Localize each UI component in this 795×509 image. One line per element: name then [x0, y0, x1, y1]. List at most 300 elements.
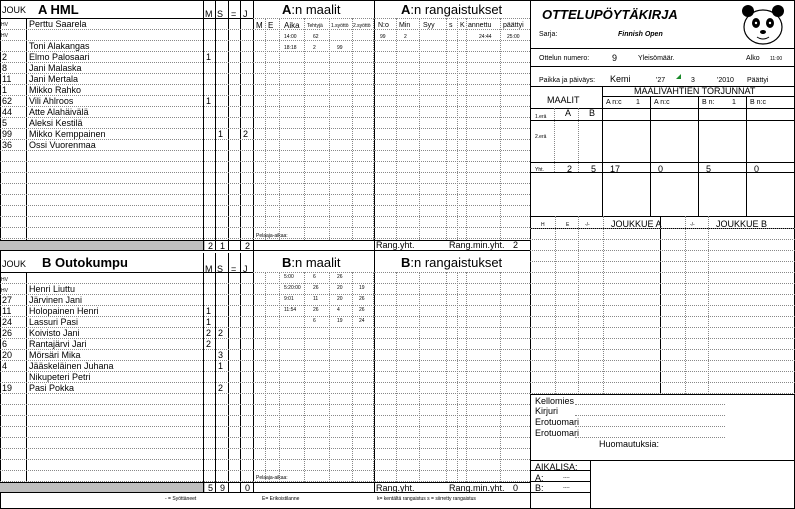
grid-hline — [374, 73, 530, 74]
grid-hline — [253, 139, 374, 140]
grid-hline — [374, 238, 530, 239]
team-b-player-number: 4 — [2, 361, 8, 371]
team-a-player-number: 1 — [2, 85, 8, 95]
grid-hline — [374, 227, 530, 228]
team-a-col-s: S — [217, 9, 224, 19]
grid-vline — [265, 272, 266, 482]
grid-hline — [0, 415, 253, 416]
mv-header-3: B n: — [702, 99, 715, 106]
grid-hline — [0, 437, 253, 438]
grid-hline — [253, 183, 374, 184]
grid-hline — [253, 327, 374, 328]
grid-vline — [698, 96, 699, 216]
grid-hline — [374, 272, 530, 273]
team-a-pen-annettu: 24:44 — [479, 34, 492, 40]
vaihto-e-a: E — [566, 222, 570, 228]
team-a-total-m: 2 — [208, 241, 214, 251]
grid-hline — [374, 305, 530, 306]
team-a-goal-time: 14:00 — [284, 34, 297, 40]
team-a-pen-min: 2 — [404, 34, 407, 40]
team-a-goal-time: 18:18 — [284, 45, 297, 51]
grid-hline — [0, 227, 253, 228]
team-a-player-number: 62 — [2, 96, 13, 106]
footer-legend-1: - = Syöttäneet — [165, 496, 197, 502]
grid-hline — [253, 227, 374, 228]
team-a-player-j: 2 — [243, 129, 249, 139]
grid-hline — [253, 95, 374, 96]
grid-vline — [228, 253, 229, 493]
pen-header-paattyi: päättyi — [503, 22, 524, 29]
team-b-player-number: 27 — [2, 295, 13, 305]
grid-vline — [0, 0, 1, 509]
vaihto-arrow-a: -/- — [585, 222, 590, 228]
grid-hline — [530, 261, 795, 262]
pen-header-syy: Syy — [423, 22, 435, 29]
grid-hline — [374, 338, 530, 339]
grid-hline — [374, 448, 530, 449]
grid-hline — [575, 415, 725, 416]
era-1: 1.erä — [535, 114, 547, 120]
grid-hline — [253, 272, 374, 273]
torj-yht-3: 5 — [706, 164, 712, 174]
grid-vline — [446, 272, 447, 482]
grid-vline — [602, 86, 603, 216]
team-b-player-number: 19 — [2, 383, 13, 393]
grid-hline — [253, 194, 374, 195]
grid-vline — [304, 272, 305, 482]
grid-hline — [253, 117, 374, 118]
grid-hline — [374, 349, 530, 350]
grid-vline — [578, 108, 579, 172]
grid-hline — [0, 205, 253, 206]
team-b-rang-yht: Rang.yht. — [376, 483, 415, 493]
grid-hline — [253, 40, 374, 41]
grid-hline — [0, 238, 253, 239]
team-b-goal-scorer: 6 — [313, 274, 316, 280]
maalit-a-yht: 2 — [567, 164, 573, 174]
grid-hline — [374, 161, 530, 162]
kellomies-label: Kellomies — [535, 396, 575, 406]
grid-hline — [530, 162, 795, 163]
grid-hline — [253, 294, 374, 295]
team-b-col-eq: = — [231, 264, 237, 274]
team-b-player-name: Järvinen Jani — [29, 295, 83, 305]
grid-hline — [0, 272, 253, 273]
maalit-b-heading: B — [589, 108, 596, 118]
grid-hline — [253, 360, 374, 361]
grid-hline — [374, 216, 530, 217]
maalit-b-yht: 5 — [591, 164, 597, 174]
grid-hline — [253, 426, 374, 427]
joukkue-b-heading: JOUKKUE B — [716, 219, 768, 229]
team-b-player-name: Henri Liuttu — [29, 284, 76, 294]
team-b-goal-time: 9:01 — [284, 296, 294, 302]
grid-hline — [530, 316, 795, 317]
mv-header-1: A n:c — [606, 99, 622, 106]
team-b-goal-assist2: 26 — [359, 307, 365, 313]
team-b-goal-assist1: 20 — [337, 285, 343, 291]
grid-hline — [374, 106, 530, 107]
team-a-player-number: 2 — [2, 52, 8, 62]
grid-hline — [253, 393, 374, 394]
team-a-player-name: Mikko Kemppainen — [29, 129, 106, 139]
team-b-goal-time: 5:00 — [284, 274, 294, 280]
team-a-player-number: 36 — [2, 140, 13, 150]
team-a-rang-min: Rang.min.yht. — [449, 240, 505, 250]
grid-hline — [374, 404, 530, 405]
grid-vline — [746, 96, 747, 216]
pen-header-min: Min — [399, 22, 411, 29]
vaihto-arrow-b: -/- — [690, 222, 695, 228]
grid-hline — [253, 51, 374, 52]
team-b-goal-scorer: 11 — [313, 296, 319, 302]
team-a-player-name: Ossi Vuorenmaa — [29, 140, 96, 150]
team-b-player-s: 1 — [218, 361, 224, 371]
grid-hline — [0, 172, 253, 173]
grid-hline — [530, 272, 795, 273]
team-b-goal-time: 5:20:00 — [284, 285, 301, 291]
team-b-player-number: 24 — [2, 317, 13, 327]
team-b-goal-time: 11:54 — [284, 307, 297, 313]
team-b-col-j: J — [243, 264, 248, 274]
team-b-rang-min-val: 0 — [513, 483, 519, 493]
team-b-player-s: 2 — [218, 383, 224, 393]
team-a-total-s: 1 — [220, 241, 226, 251]
grid-hline — [253, 404, 374, 405]
grid-hline — [253, 62, 374, 63]
team-b-rang-min: Rang.min.yht. — [449, 483, 505, 493]
grid-vline — [240, 253, 241, 493]
grid-hline — [530, 283, 795, 284]
pen-header-no: N:o — [378, 22, 389, 29]
team-a-rang-yht: Rang.yht. — [376, 240, 415, 250]
grid-hline — [0, 470, 253, 471]
grid-hline — [253, 338, 374, 339]
yht-label: Yht. — [535, 167, 544, 173]
team-b-player-name: Koivisto Jani — [29, 328, 80, 338]
grid-hline — [253, 216, 374, 217]
team-a-player-m: 1 — [206, 96, 212, 106]
team-a-goals-title: A:n maalit — [282, 2, 341, 17]
team-b-goal-assist2: 24 — [359, 318, 365, 324]
grid-hline — [530, 305, 795, 306]
grid-hline — [374, 51, 530, 52]
vaihto-h-a: H — [541, 222, 545, 228]
aikalisa-b-value: ---- — [563, 485, 570, 491]
team-a-player-name: Jani Mertala — [29, 74, 79, 84]
team-a-player-m: 1 — [206, 52, 212, 62]
grid-hline — [530, 393, 795, 394]
grid-hline — [374, 382, 530, 383]
grid-hline — [374, 194, 530, 195]
team-a-name: A HML — [38, 2, 79, 17]
grid-hline — [253, 481, 374, 482]
team-b-hv1: HV — [1, 277, 8, 283]
grid-hline — [0, 0, 795, 1]
team-a-player-name: Jani Malaska — [29, 63, 82, 73]
team-b-player-name: Mörsäri Mika — [29, 350, 81, 360]
grid-hline — [374, 360, 530, 361]
grid-hline — [530, 360, 795, 361]
grid-hline — [253, 349, 374, 350]
grid-hline — [374, 316, 530, 317]
grid-vline — [203, 253, 204, 493]
grid-vline — [500, 272, 501, 482]
mv-header-2: A n:c — [654, 99, 670, 106]
team-a-goal-scorer: 62 — [313, 34, 319, 40]
grid-hline — [530, 338, 795, 339]
grid-vline — [530, 0, 531, 509]
grid-hline — [253, 459, 374, 460]
form-title: OTTELUPÖYTÄKIRJA — [542, 7, 678, 22]
grid-hline — [253, 371, 374, 372]
team-a-jouk-label: JOUK — [2, 5, 27, 15]
grid-hline — [575, 437, 725, 438]
grid-hline — [253, 73, 374, 74]
paikka-label: Paikka ja päiväys: — [539, 77, 596, 84]
pen-header-s: s — [449, 22, 453, 29]
grid-hline — [374, 426, 530, 427]
grid-hline — [253, 205, 374, 206]
erotuomari2-label: Erotuomari — [535, 428, 580, 438]
team-a-player-name: Vili Ahlroos — [29, 96, 74, 106]
grid-hline — [575, 426, 725, 427]
team-b-goals-title: B:n maalit — [282, 255, 341, 270]
goal-header-e: E — [268, 21, 274, 30]
footer-legend-3: k= kentältä rangaistus s = siirretty rangaistus — [377, 496, 476, 502]
team-a-player-name: Toni Alakangas — [29, 41, 90, 51]
grid-hline — [374, 393, 530, 394]
grid-hline — [253, 316, 374, 317]
team-b-goal-scorer: 26 — [313, 307, 319, 313]
team-b-col-m: M — [205, 264, 213, 274]
team-a-pelaaja-aikaa: Pelaaja-aikaa: — [256, 233, 288, 239]
grid-vline — [650, 96, 651, 216]
grid-hline — [253, 448, 374, 449]
team-a-col-m: M — [205, 9, 213, 19]
grid-vline — [554, 108, 555, 172]
grid-hline — [0, 29, 253, 30]
grid-hline — [530, 294, 795, 295]
grid-hline — [0, 459, 253, 460]
grid-hline — [374, 62, 530, 63]
grid-hline — [374, 95, 530, 96]
grid-vline — [26, 272, 27, 482]
team-b-goal-assist1: 20 — [337, 296, 343, 302]
grid-hline — [575, 404, 725, 405]
team-a-player-number: 44 — [2, 107, 13, 117]
grid-vline — [419, 272, 420, 482]
grid-vline — [373, 272, 374, 482]
grid-vline — [228, 0, 229, 250]
team-b-player-s: 2 — [218, 328, 224, 338]
goal-header-tehtyja: Tehtyjä — [307, 23, 323, 29]
grid-hline — [253, 415, 374, 416]
grid-hline — [374, 481, 530, 482]
team-b-player-number: 11 — [2, 306, 12, 316]
mv-header-3-number: 1 — [732, 99, 736, 106]
team-a-hv2: HV — [1, 33, 8, 39]
team-a-player-name: Perttu Saarela — [29, 19, 87, 29]
team-b-player-s: 3 — [218, 350, 224, 360]
grid-vline — [279, 272, 280, 482]
comment-marker-icon — [676, 74, 681, 79]
grid-hline — [374, 150, 530, 151]
grid-hline — [374, 415, 530, 416]
team-a-pen-paattyi: 25:00 — [507, 34, 520, 40]
team-b-goal-assist1: 19 — [337, 318, 343, 324]
vuosi-value: '2010 — [717, 77, 734, 84]
yleiso-label: Yleisömäär. — [638, 55, 675, 62]
paikka-value: Kemi — [610, 74, 631, 84]
pen-header-k: K — [460, 22, 465, 29]
team-b-player-m: 2 — [206, 328, 212, 338]
total-bar — [0, 482, 205, 492]
grid-hline — [0, 448, 253, 449]
team-b-player-name: Pasi Pokka — [29, 383, 75, 393]
team-b-player-name: Lassuri Pasi — [29, 317, 79, 327]
team-b-goal-assist2: 19 — [359, 285, 365, 291]
aikalisa-a-value: ---- — [563, 475, 570, 481]
grid-hline — [253, 305, 374, 306]
team-b-player-number: 6 — [2, 339, 8, 349]
grid-hline — [530, 216, 795, 217]
huomautuksia-label: Huomautuksia: — [599, 439, 660, 449]
team-b-goal-scorer: 6 — [313, 318, 316, 324]
team-a-player-name: Atte Alahäivälä — [29, 107, 89, 117]
grid-hline — [530, 327, 795, 328]
team-b-pelaaja-aikaa: Pelaaja-aikaa: — [256, 475, 288, 481]
team-b-player-name: Jääskeläinen Juhana — [29, 361, 114, 371]
ottelunumero-label: Ottelun numero: — [539, 55, 590, 62]
grid-hline — [374, 172, 530, 173]
team-a-player-s: 1 — [218, 129, 224, 139]
alko-label: Alko — [746, 55, 760, 62]
team-b-player-name: Holopainen Henri — [29, 306, 99, 316]
footer-legend-2: E= Erikoistilanne — [262, 496, 300, 502]
sarja-label: Sarja: — [539, 31, 558, 38]
team-b-player-m: 1 — [206, 317, 212, 327]
torj-yht-2: 0 — [658, 164, 664, 174]
team-b-player-m: 2 — [206, 339, 212, 349]
grid-hline — [530, 371, 795, 372]
panda-logo — [737, 3, 789, 47]
grid-hline — [530, 250, 795, 251]
kirjuri-label: Kirjuri — [535, 406, 559, 416]
grid-hline — [374, 294, 530, 295]
grid-hline — [374, 40, 530, 41]
grid-hline — [0, 404, 253, 405]
goal-header-aika: Aika — [284, 21, 300, 30]
grid-hline — [530, 460, 795, 461]
team-a-goal-scorer: 2 — [313, 45, 316, 51]
maalit-a-heading: A — [565, 108, 572, 118]
team-b-player-name: Nikupeteri Petri — [29, 372, 91, 382]
grid-hline — [530, 239, 795, 240]
team-a-player-number: 5 — [2, 118, 8, 128]
team-a-pen-no: 99 — [380, 34, 386, 40]
grid-hline — [374, 117, 530, 118]
pen-header-annettu: annettu — [468, 22, 492, 29]
mv-title: MAALIVAHTIEN TORJUNNAT — [634, 86, 756, 96]
team-b-total-s: 9 — [220, 483, 226, 493]
grid-hline — [374, 139, 530, 140]
torj-yht-4: 0 — [754, 164, 760, 174]
grid-hline — [530, 48, 795, 49]
grid-hline — [0, 161, 253, 162]
grid-hline — [0, 150, 253, 151]
torj-yht-1: 17 — [610, 164, 621, 174]
grid-hline — [253, 172, 374, 173]
grid-vline — [590, 460, 591, 508]
grid-hline — [253, 18, 374, 19]
alko-value: 11:00 — [770, 56, 783, 62]
team-b-goal-scorer: 26 — [313, 285, 319, 291]
grid-hline — [0, 250, 530, 251]
grid-hline — [374, 283, 530, 284]
grid-hline — [253, 84, 374, 85]
team-b-jouk-label: JOUK — [2, 259, 27, 269]
paattyi-label: Päättyi — [747, 77, 769, 84]
grid-hline — [253, 150, 374, 151]
grid-hline — [253, 106, 374, 107]
team-b-col-s: S — [217, 264, 224, 274]
grid-vline — [329, 272, 330, 482]
mv-header-4: B n:c — [750, 99, 766, 106]
aikalisa-label: AIKALISA: — [535, 462, 578, 472]
grid-hline — [530, 349, 795, 350]
grid-hline — [0, 216, 253, 217]
team-a-player-name: Mikko Rahko — [29, 85, 82, 95]
team-b-goal-assist1: 4 — [337, 307, 340, 313]
grid-vline — [466, 272, 467, 482]
grid-hline — [374, 437, 530, 438]
grid-hline — [374, 470, 530, 471]
paiva-value: '27 — [656, 77, 666, 84]
grid-hline — [374, 183, 530, 184]
ottelunumero-value: 9 — [612, 53, 618, 63]
team-b-hv2: HV — [1, 288, 8, 294]
team-b-goal-assist1: 26 — [337, 274, 343, 280]
grid-hline — [374, 327, 530, 328]
grid-hline — [374, 371, 530, 372]
team-a-player-number: 99 — [2, 129, 13, 139]
grid-hline — [374, 128, 530, 129]
grid-vline — [352, 272, 353, 482]
team-b-pen-title: B:n rangaistukset — [401, 255, 503, 270]
team-b-goal-assist2: 26 — [359, 296, 365, 302]
grid-hline — [253, 382, 374, 383]
team-b-player-number: 26 — [2, 328, 13, 338]
team-a-hv1: HV — [1, 22, 8, 28]
team-a-total-j: 2 — [245, 241, 251, 251]
grid-vline — [215, 253, 216, 493]
team-a-player-number: 8 — [2, 63, 8, 73]
team-a-pen-title: A:n rangaistukset — [401, 2, 503, 17]
team-b-name: B Outokumpu — [42, 255, 128, 270]
aikalisa-b-label: B: — [535, 483, 544, 493]
grid-hline — [0, 183, 253, 184]
sarja-value: Finnish Open — [618, 31, 663, 38]
team-a-col-j: J — [243, 9, 248, 19]
grid-hline — [253, 470, 374, 471]
grid-hline — [374, 84, 530, 85]
team-a-player-number: 11 — [2, 74, 12, 84]
team-a-goal-assist1: 99 — [337, 45, 343, 51]
mv-header-1-number: 1 — [636, 99, 640, 106]
grid-hline — [253, 437, 374, 438]
team-a-player-name: Elmo Palosaari — [29, 52, 90, 62]
